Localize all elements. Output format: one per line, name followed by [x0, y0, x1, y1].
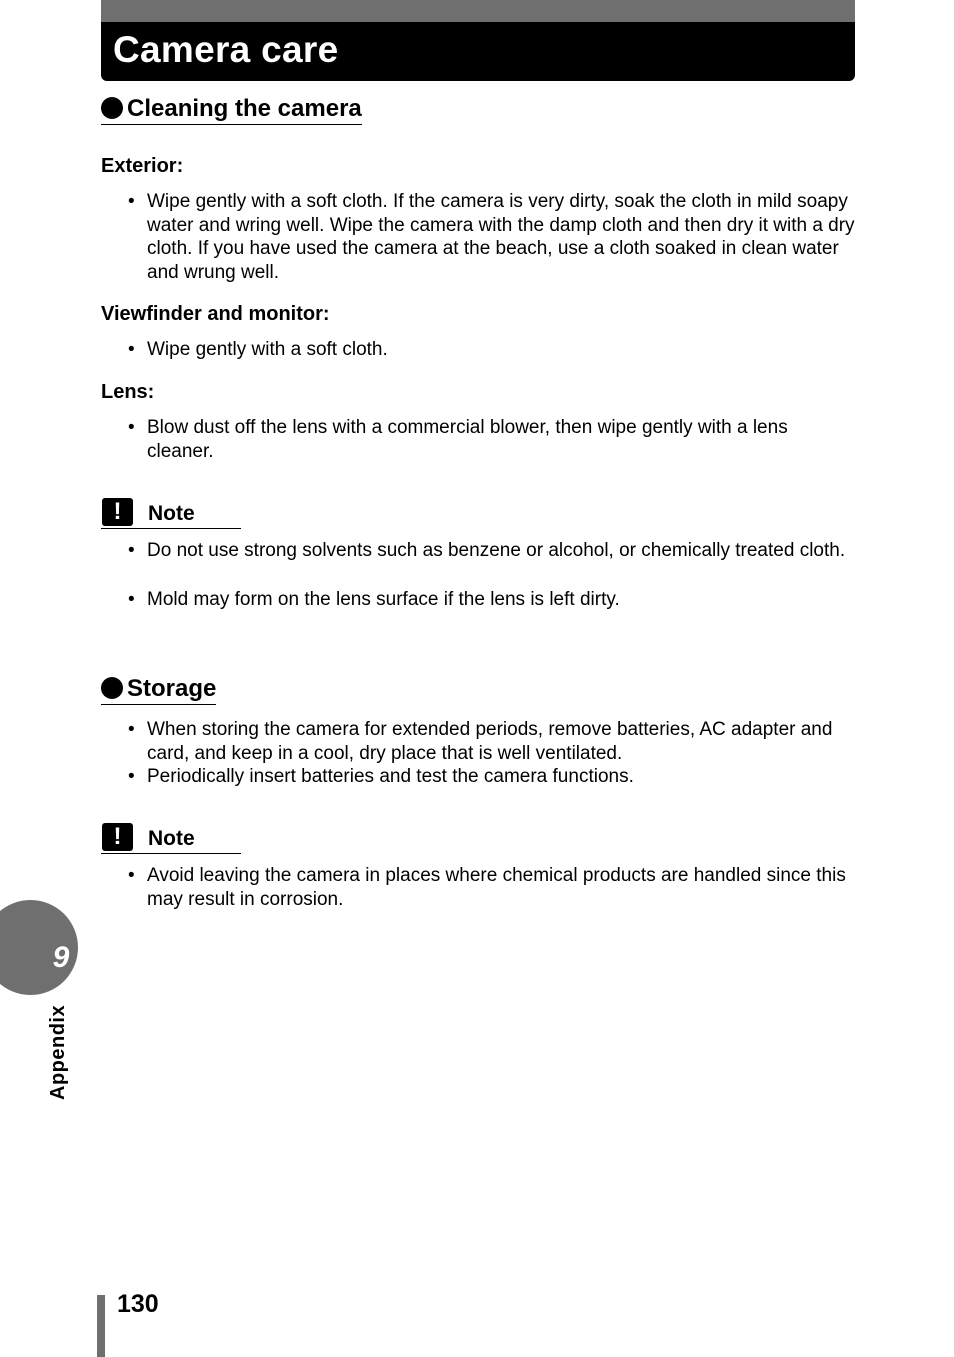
list-item-viewfinder-1: [128, 338, 855, 362]
section-heading-storage: [101, 675, 216, 705]
list-item-text: Blow dust off the lens with a commercial blower, then wipe gently with a lens cleaner.: [147, 417, 788, 462]
subhead-lens: Lens:: [101, 381, 155, 403]
exclamation-icon: !: [102, 498, 133, 526]
bullet: •: [128, 719, 135, 740]
list-item-text: When storing the camera for extended periods, remove batteries, AC adapter and card, and keep in a cool, dry place that is well ventilated.: [147, 719, 833, 764]
page-number-bar: [97, 1295, 105, 1357]
note-item-text: Avoid leaving the camera in places where chemical products are handled since this may result in corrosion.: [147, 865, 846, 910]
section-bullet-icon: [101, 677, 123, 699]
list-item-text: Wipe gently with a soft cloth.: [147, 339, 388, 360]
note-label: Note: [148, 502, 195, 525]
bullet: •: [128, 191, 135, 212]
bullet: •: [128, 589, 135, 610]
bullet: •: [128, 339, 135, 360]
list-item-text: Periodically insert batteries and test the camera functions.: [147, 766, 634, 787]
list-item-storage-2: [128, 765, 855, 789]
note-heading-cleaning: [101, 498, 241, 529]
note-item-text: Mold may form on the lens surface if the lens is left dirty.: [147, 589, 620, 610]
section-heading-cleaning: [101, 95, 362, 125]
subhead-exterior: Exterior:: [101, 155, 184, 177]
section-heading-text: Cleaning the camera: [127, 95, 362, 122]
note-heading-storage: [101, 823, 241, 854]
chapter-number: 9: [52, 941, 70, 974]
note-label: Note: [148, 827, 195, 850]
page-number: 130: [117, 1290, 159, 1318]
list-item-text: Wipe gently with a soft cloth. If the camera is very dirty, soak the cloth in mild soapy water and wring well. Wipe the camera with the damp cloth and then dry it with a dry cloth. If you have used the camera at the beach, use a cloth soaked in clean water and wrung well.: [147, 191, 855, 283]
section-heading-text: Storage: [127, 675, 217, 702]
bullet: •: [128, 540, 135, 561]
bullet: •: [128, 417, 135, 438]
list-item-exterior-1: [128, 190, 855, 284]
bullet: •: [128, 766, 135, 787]
list-item-storage-1: [128, 718, 855, 765]
page-title: Camera care: [113, 29, 339, 70]
bullet: •: [128, 865, 135, 886]
note-item-cleaning-1: [128, 539, 855, 563]
chapter-label: Appendix: [47, 1004, 69, 1100]
note-item-cleaning-2: [128, 588, 855, 612]
list-item-lens-1: [128, 416, 855, 463]
title-gray-strip: [101, 0, 855, 22]
note-item-text: Do not use strong solvents such as benzene or alcohol, or chemically treated cloth.: [147, 540, 846, 561]
exclamation-icon: !: [102, 823, 133, 851]
section-bullet-icon: [101, 97, 123, 119]
subhead-viewfinder: Viewfinder and monitor:: [101, 303, 330, 325]
note-item-storage-1: [128, 864, 855, 911]
title-band: [101, 0, 855, 81]
